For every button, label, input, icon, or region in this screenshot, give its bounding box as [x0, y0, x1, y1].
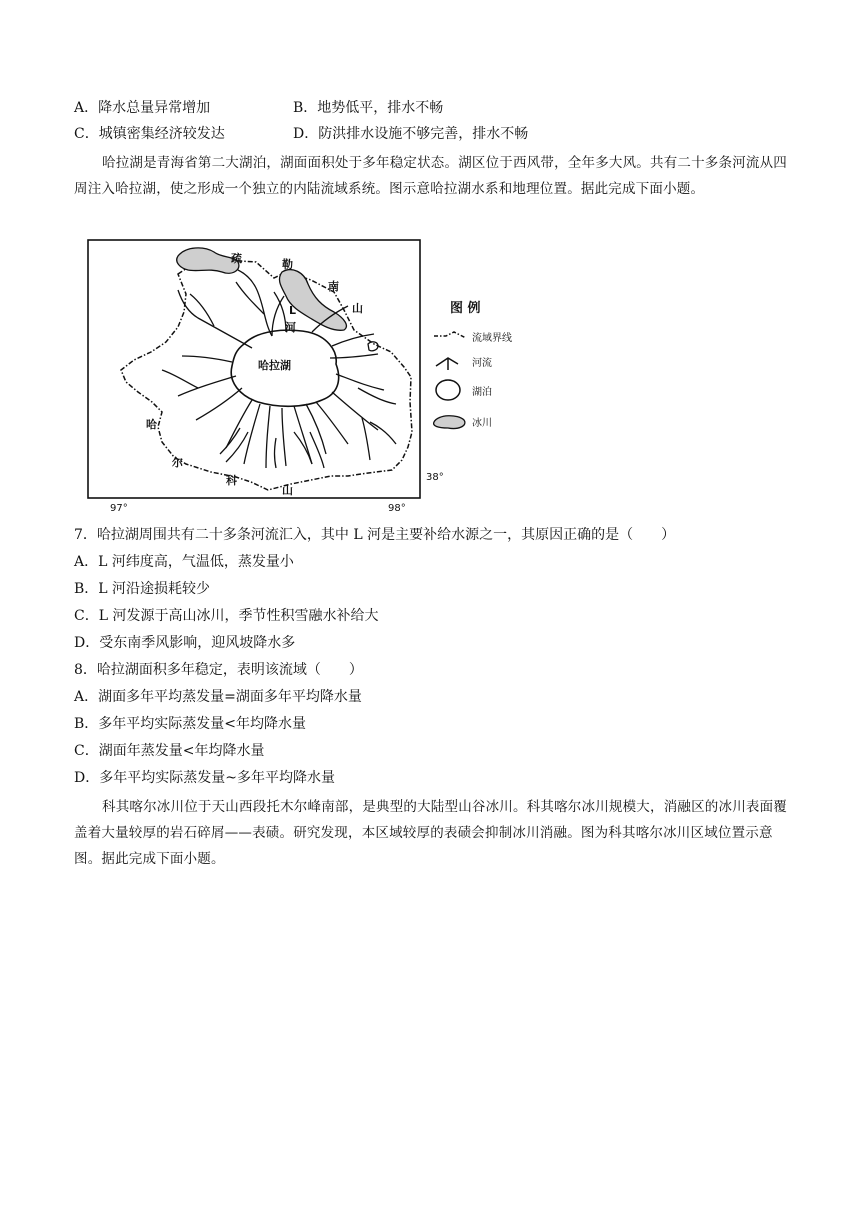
glacier-northwest: [177, 248, 239, 273]
lake-label: 哈拉湖: [258, 359, 291, 372]
question-7-stem: 7．哈拉湖周围共有二十多条河流汇入，其中 L 河是主要补给水源之一，其原因正确的是（ ）: [74, 527, 676, 543]
question-7-option-c: C．L 河发源于高山冰川，季节性积雪融水补给大: [74, 608, 379, 624]
legend-boundary-symbol: [434, 332, 466, 338]
legend-item-boundary: 流域界线: [472, 333, 512, 344]
longitude-98-label: 98°: [388, 503, 406, 514]
small-lake: [368, 342, 378, 351]
question-8-stem: 8．哈拉湖面积多年稳定，表明该流域（ ）: [74, 662, 363, 678]
question-7-option-d: D．受东南季风影响，迎风坡降水多: [74, 635, 296, 651]
range-label-shan-south: 山: [282, 484, 293, 497]
river-char-label: 河: [285, 321, 296, 334]
question-8-option-a: A．湖面多年平均蒸发量=湖面多年平均降水量: [74, 689, 362, 705]
legend-title: 图 例: [450, 301, 481, 316]
intro-koqkar-paragraph: 科其喀尔冰川位于天山西段托木尔峰南部，是典型的大陆型山谷冰川。科其喀尔冰川规模大，消融区的冰川表面覆盖着大量较厚的岩石碎屑——表碛。研究发现，本区域较厚的表碛会抑制冰川消融。图为科其喀尔冰川区域位置示意图。据此完成下面小题。: [74, 799, 787, 867]
legend-glacier-symbol: [434, 416, 465, 429]
question-8-option-d: D．多年平均实际蒸发量~多年平均降水量: [74, 770, 335, 786]
l-river-label: L: [289, 304, 297, 317]
option-a: A．降水总量异常增加: [74, 100, 211, 116]
question-7-option-a: A．L 河纬度高，气温低，蒸发量小: [74, 554, 294, 570]
range-label-ke: 科: [226, 474, 237, 487]
range-label-le: 勒: [282, 258, 293, 271]
option-d: D．防洪排水设施不够完善，排水不畅: [293, 126, 529, 142]
longitude-97-label: 97°: [110, 503, 128, 514]
option-c: C．城镇密集经济较发达: [74, 126, 225, 142]
legend-item-lake: 湖泊: [472, 387, 492, 398]
legend-item-glacier: 冰川: [472, 418, 492, 429]
range-label-shan-north: 山: [352, 302, 363, 315]
legend-item-river: 河流: [472, 358, 492, 369]
intro-hala-paragraph: 哈拉湖是青海省第二大湖泊，湖面面积处于多年稳定状态。湖区位于西风带，全年多大风。共有二十多条河流从四周注入哈拉湖，使之形成一个独立的内陆流域系统。图示意哈拉湖水系和地理位置。据此完成下面小题。: [74, 155, 787, 197]
range-label-nan: 南: [328, 280, 339, 293]
range-label-er: 尔: [172, 456, 183, 469]
legend-lake-symbol: [436, 380, 460, 400]
question-8-option-c: C．湖面年蒸发量<年均降水量: [74, 743, 265, 759]
question-7-option-b: B．L 河沿途损耗较少: [74, 581, 211, 597]
option-b: B．地势低平，排水不畅: [293, 100, 444, 116]
latitude-38-label: 38°: [426, 472, 444, 483]
map-legend: [434, 300, 512, 429]
range-label-shu: 疏: [231, 252, 242, 265]
legend-river-symbol: [436, 358, 458, 370]
question-8-option-b: B．多年平均实际蒸发量<年均降水量: [74, 716, 307, 732]
hala-lake-map: [86, 232, 556, 514]
range-label-ha: 哈: [146, 418, 157, 431]
